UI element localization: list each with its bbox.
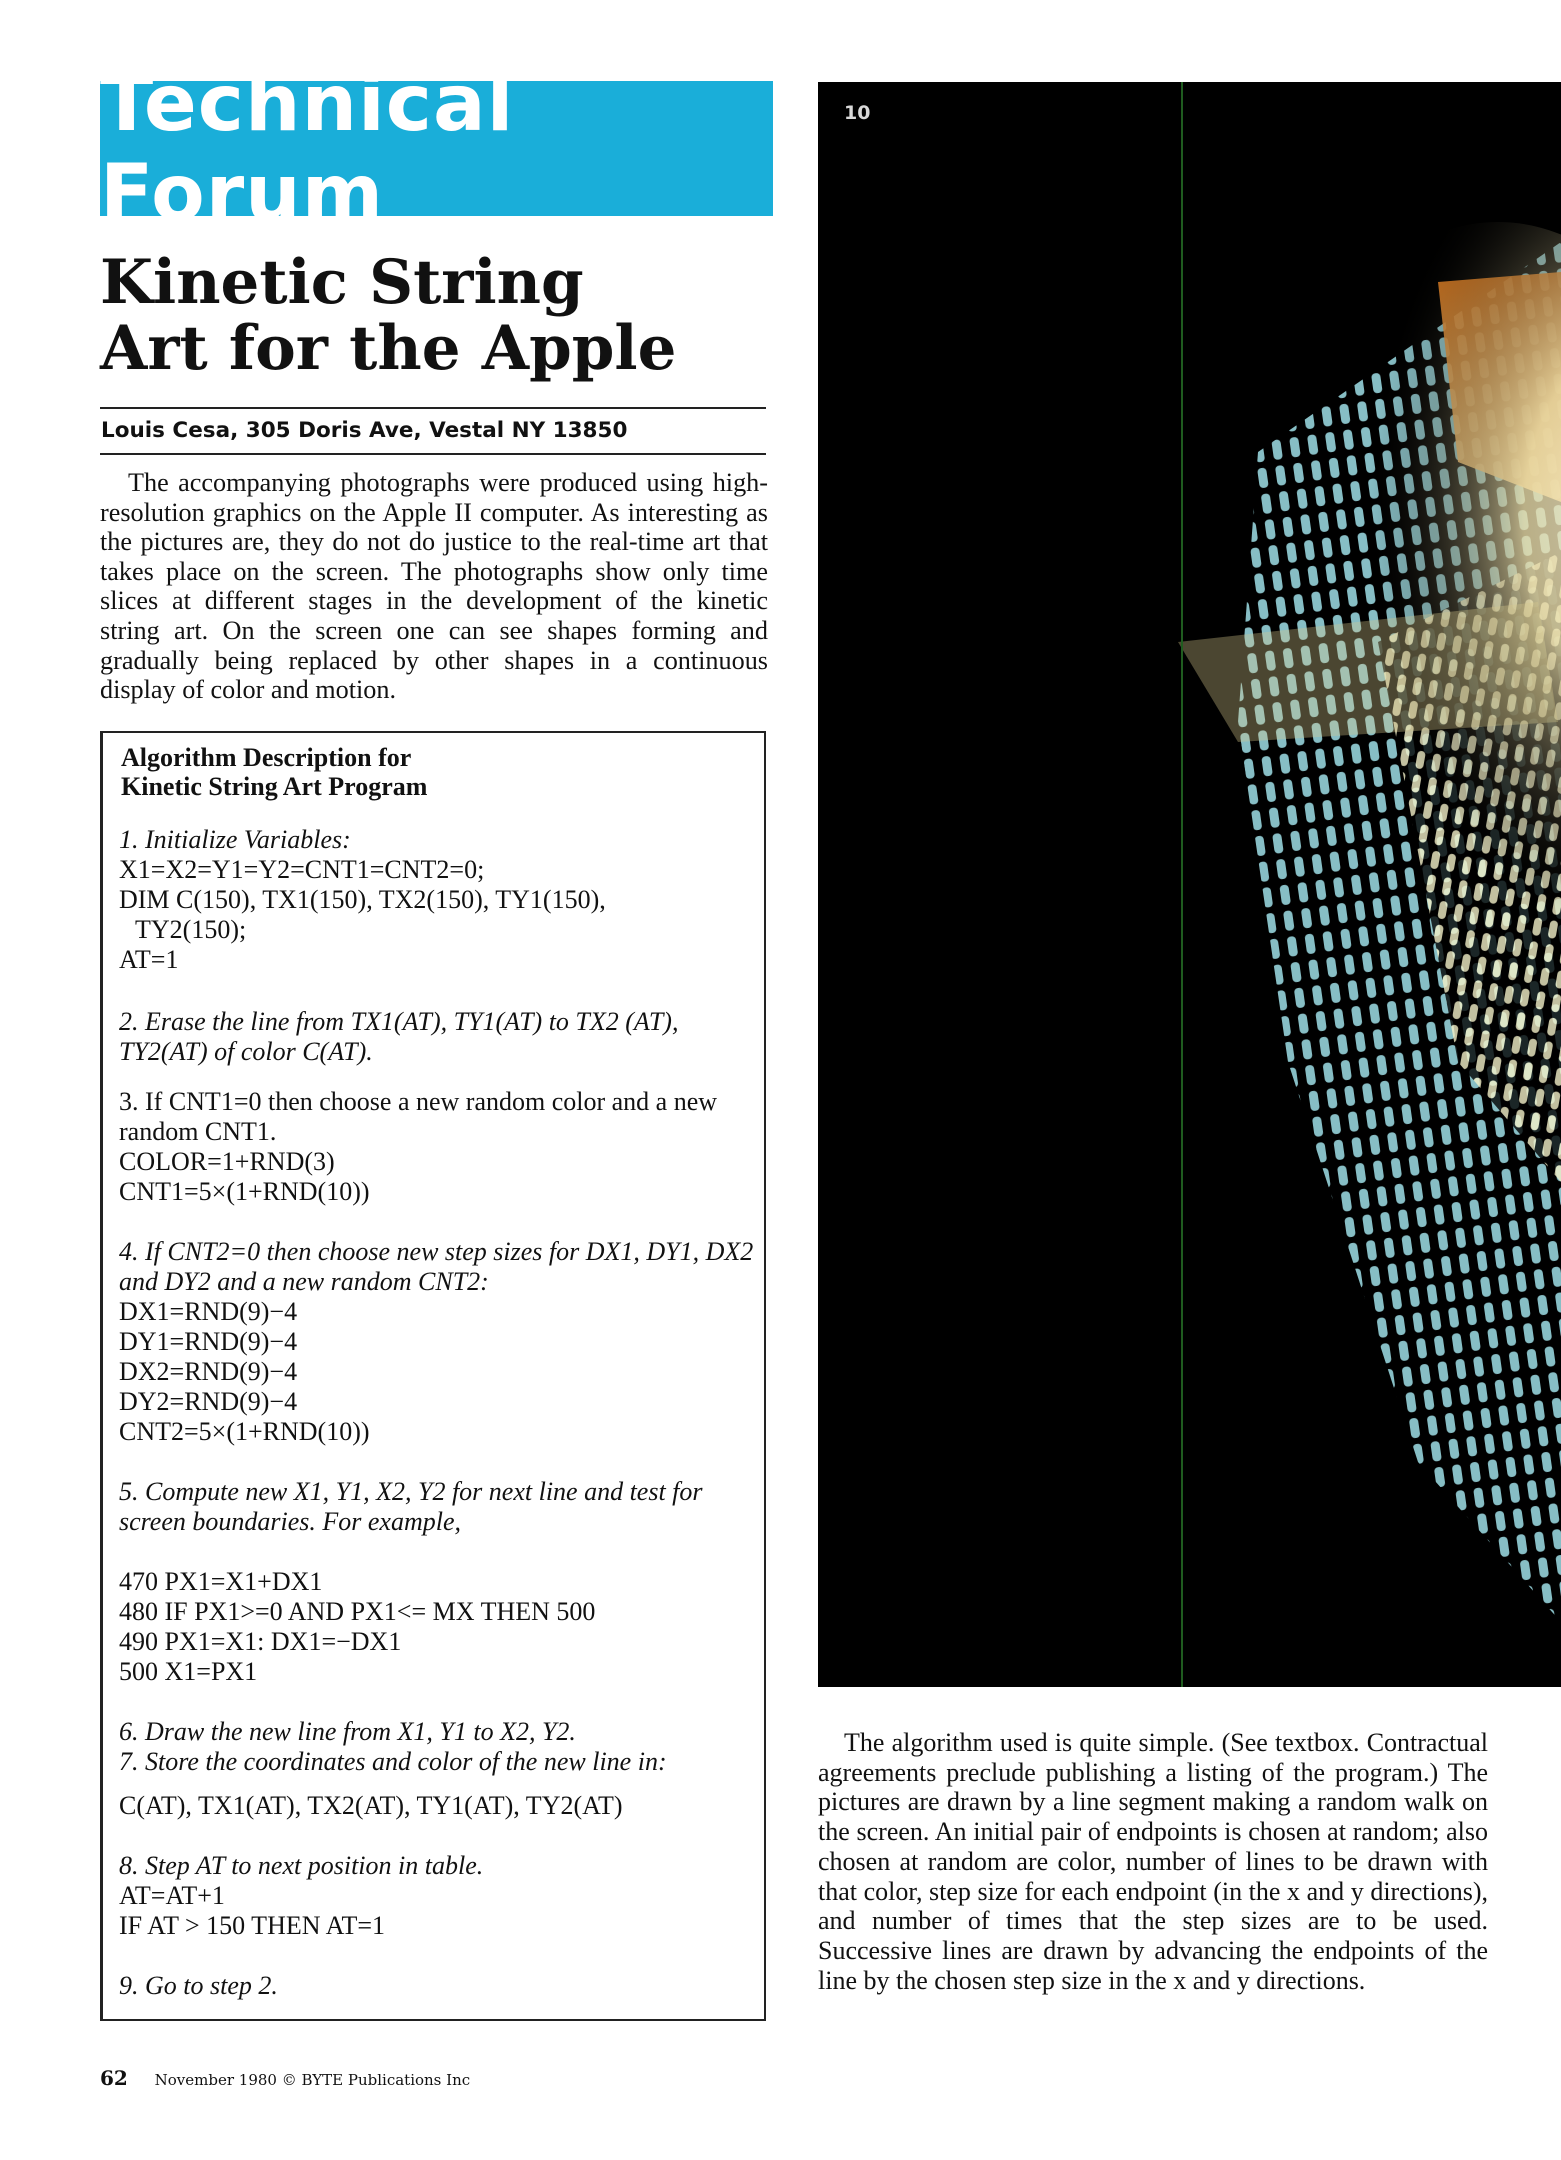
- article-title: [100, 247, 780, 384]
- string-art-image: [818, 82, 1561, 1687]
- step-9: 9. Go to step 2.: [119, 1971, 278, 2000]
- body-paragraph: The algorithm used is quite simple. (See textbox. Contractual agreements preclude publishing a listing of the program.) The pictures are drawn by a line segment making a random walk on the screen. An initial pair of endpoints is chosen at random; also chosen at random are color, number of lines to be drawn with that color, step size for each endpoint (in the x and y directions), and number of times that the step sizes are to be used. Successive lines are drawn by advancing the endpoints of the line by the chosen step size in the x and y directions.: [818, 1728, 1488, 1995]
- author-line: Louis Cesa, 305 Doris Ave, Vestal NY 13850: [101, 418, 628, 443]
- step-7: 7. Store the coordinates and color of the new line in: C(AT), TX1(AT), TX2(AT), TY1(AT), TY2(AT): [119, 1747, 667, 1820]
- rule-top: [100, 407, 766, 409]
- photo-divider-line: [1181, 82, 1183, 1687]
- photo-label: 10: [844, 102, 871, 124]
- algorithm-textbox: [100, 731, 766, 2021]
- section-banner: [100, 58, 773, 239]
- step-1: 1. Initialize Variables: X1=X2=Y1=Y2=CNT1=CNT2=0; DIM C(150), TX1(150), TX2(150), TY1(150), TY2(150); AT=1: [119, 825, 606, 974]
- step-5: 5. Compute new X1, Y1, X2, Y2 for next line and test for screen boundaries. For example, 470 PX1=X1+DX1 480 IF PX1>=0 AND PX1<= MX THEN 500 490 PX1=X1: DX1=−DX1 500 X1=PX1: [119, 1477, 703, 1686]
- step-4: 4. If CNT2=0 then choose new step sizes for DX1, DY1, DX2 and DY2 and a new random CNT2: DX1=RND(9)−4 DY1=RND(9)−4 DX2=RND(9)−4 DY2=RND(9)−4 CNT2=5×(1+RND(10)): [119, 1237, 754, 1446]
- banner-title: Technical Forum: [100, 58, 515, 239]
- kinetic-art-photo: [818, 82, 1561, 1687]
- page-footer: [100, 2066, 470, 2090]
- rule-bottom: [100, 453, 766, 455]
- step-8: 8. Step AT to next position in table. AT=AT+1 IF AT > 150 THEN AT=1: [119, 1851, 484, 1940]
- title-line-2: Art for the Apple: [100, 313, 677, 384]
- step-3: 3. If CNT1=0 then choose a new random color and a new random CNT1. COLOR=1+RND(3) CNT1=5×(1+RND(10)): [119, 1087, 718, 1206]
- step-2: 2. Erase the line from TX1(AT), TY1(AT) to TX2 (AT), TY2(AT) of color C(AT).: [119, 1007, 679, 1066]
- title-line-1: Kinetic String: [100, 247, 584, 318]
- footer-text: November 1980 © BYTE Publications Inc: [154, 2071, 471, 2089]
- page-number: 62: [100, 2066, 128, 2090]
- textbox-title: Algorithm Description for Kinetic String Art Program: [121, 743, 428, 801]
- intro-paragraph: The accompanying photographs were produced using high-resolution graphics on the Apple II computer. As interesting as the pictures are, they do not do justice to the real-time art that takes place on the screen. The photographs show only time slices at different stages in the development of the kinetic string art. On the screen one can see shapes forming and gradually being replaced by other shapes in a continuous display of color and motion.: [100, 468, 768, 705]
- step-6: 6. Draw the new line from X1, Y1 to X2, Y2.: [119, 1717, 576, 1746]
